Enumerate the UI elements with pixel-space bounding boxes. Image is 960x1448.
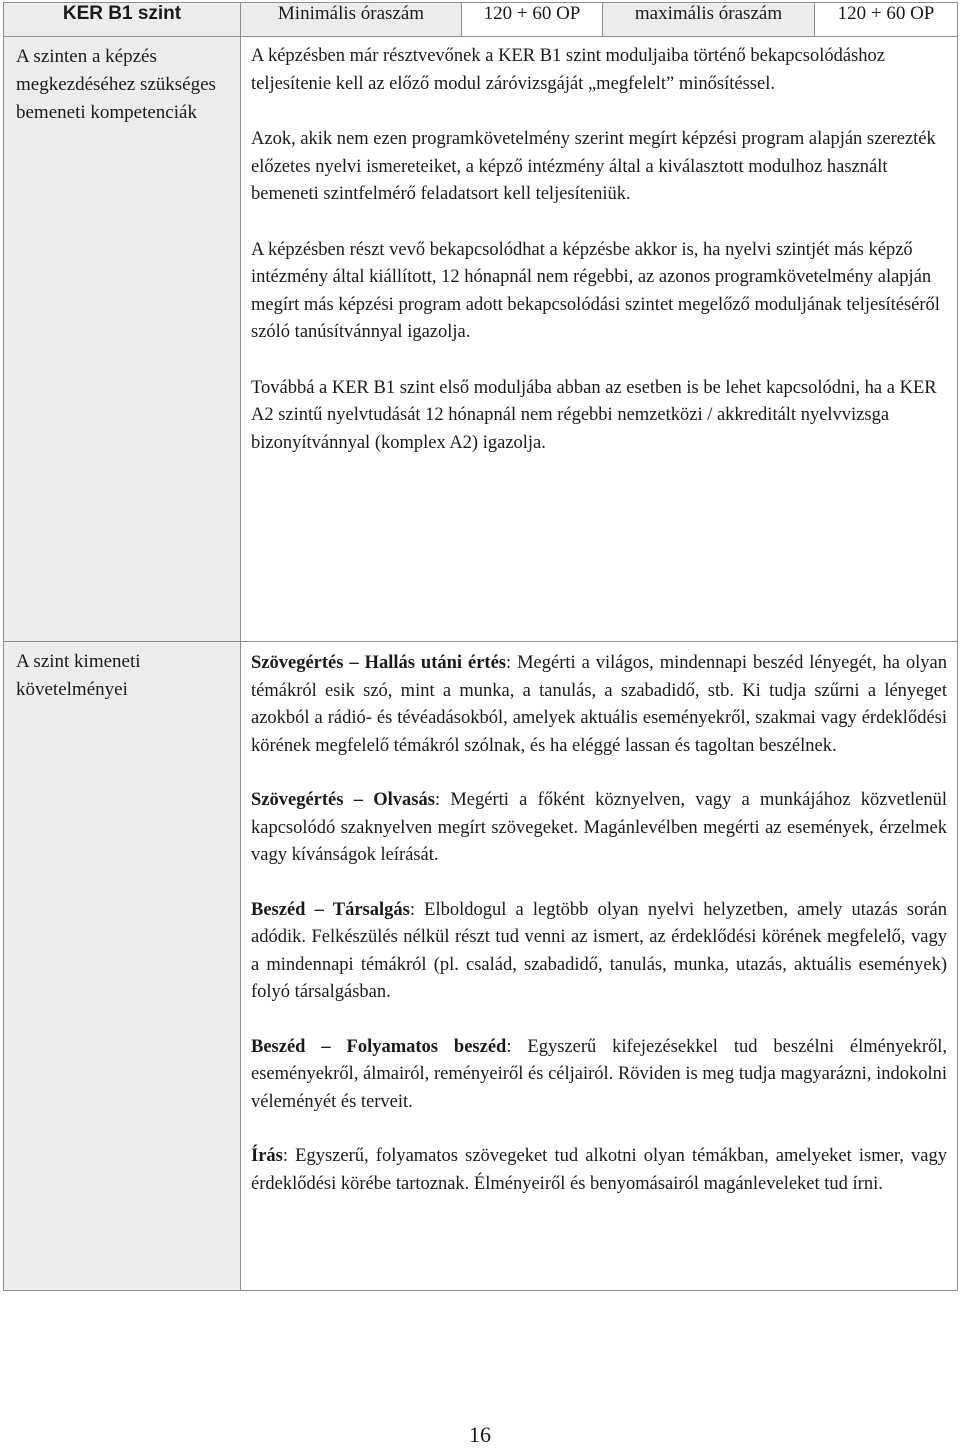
- entry-label-text: A szinten a képzés megkezdéséhez szükséges bemeneti kompetenciák: [16, 46, 216, 123]
- entry-paragraph: Azok, akik nem ezen programkövetelmény szerint megírt képzési program alapján szerezték előzetes nyelvi ismereteiket, a képző intézmény által a kiválasztott modulhoz használt bemeneti szintfelmérő feladatsort kell teljesíteniük.: [251, 129, 936, 204]
- page-number: 16: [469, 1422, 491, 1447]
- entry-competencies-content: [241, 37, 958, 642]
- skill-head: Írás: [251, 1146, 283, 1166]
- min-hours-value: 120 + 60 OP: [462, 3, 603, 37]
- entry-paragraph: A képzésben már résztvevőnek a KER B1 szint moduljaiba történő bekapcsolódáshoz teljesítenie kell az előző modul záróvizsgáját „megfelelt” minősítéssel.: [251, 46, 885, 94]
- skill-text: Egyszerű, folyamatos szövegeket tud alkotni olyan témákban, amelyeket ismer, vagy érdeklődési körébe tartoznak. Élményeiről és benyomásairól magánleveleket tud írni.: [251, 1146, 948, 1194]
- min-hours-label: Minimális óraszám: [241, 3, 462, 37]
- skill-reading: [251, 787, 947, 870]
- skill-listening: [251, 650, 947, 760]
- skill-dash: –: [343, 790, 374, 810]
- skill-text: Egyszerű kifejezésekkel tud beszélni élményekről, eseményekről, álmairól, reményeiről és céljairól. Röviden is meg tudja magyarázni, indokolni véleményét és terveit.: [251, 1036, 948, 1112]
- output-requirements-label: [4, 642, 241, 1291]
- skill-sep: :: [409, 899, 425, 920]
- skill-subhead: Olvasás: [373, 790, 435, 810]
- skill-head: Szövegértés: [251, 790, 344, 810]
- output-requirements-row: [4, 642, 958, 1291]
- skill-writing: [251, 1143, 947, 1198]
- skill-head: Szövegértés: [251, 653, 344, 673]
- skill-text: Megérti a főként köznyelven, vagy a munkájához közvetlenül kapcsolódó szaknyelven megírt szövegeket. Magánlevélben megérti az események, érzelmek vagy kívánságok leírását.: [251, 790, 948, 865]
- skill-conversation: [251, 897, 947, 1007]
- skill-subhead: Hallás utáni értés: [364, 653, 506, 673]
- skill-sep: :: [506, 1036, 528, 1057]
- requirements-table: [3, 2, 958, 1291]
- entry-paragraph: Továbbá a KER B1 szint első moduljába abban az esetben is be lehet kapcsolódni, ha a KER A2 szintű nyelvtudását 12 hónapnál nem régebbi nemzetközi / akkreditált nyelvvizsga bizonyítvánnyal (komplex A2) igazolja.: [251, 377, 937, 453]
- entry-paragraph: A képzésben részt vevő bekapcsolódhat a képzésbe akkor is, ha nyelvi szintjét más képző intézmény által kiállított, 12 hónapnál nem régebbi, az azonos programkövetelmény alapján megírt más képzési program adott bekapcsolódási szintet megelőző moduljának teljesítéséről szóló tanúsítvánnyal igazolja.: [251, 239, 940, 342]
- skill-dash: –: [305, 1036, 347, 1057]
- output-label-text: A szint kimeneti követelményei: [16, 651, 141, 700]
- entry-competencies-row: [4, 37, 958, 642]
- skill-speaking: [251, 1034, 947, 1117]
- skill-dash: –: [343, 653, 365, 673]
- skill-subhead: Folyamatos beszéd: [346, 1036, 507, 1057]
- skill-head: Beszéd: [251, 899, 306, 920]
- header-row: [4, 3, 958, 37]
- skill-sep: :: [282, 1146, 296, 1166]
- skill-text: Elboldogul a legtöbb olyan nyelvi helyzetben, amely utazás során adódik. Felkészülés nélkül részt tud venni az ismert, az érdeklődési körének megfelelő, vagy a mindennapi témákról (pl. család, szabadidő, tanulás, munka, utazás, aktuális események) folyó társalgásban.: [251, 899, 948, 1002]
- skill-head: Beszéd: [251, 1036, 306, 1057]
- skill-dash: –: [305, 899, 333, 920]
- entry-competencies-label: [4, 37, 241, 642]
- skill-text: Megérti a világos, mindennapi beszéd lényegét, ha olyan témákról esik szó, mint a munka, a tanulás, a szabadidő, stb. Ki tudja szűrni a lényeget azokból a rádió- és tévéadásokból, amelyek aktuális eseményekről, szakmai vagy érdeklődési körének megfelelő témákról szólnak, és ha eléggé lassan és tagoltan beszélnek.: [251, 653, 948, 756]
- max-hours-value: 120 + 60 OP: [815, 3, 958, 37]
- output-requirements-content: [241, 642, 958, 1291]
- document-page: [3, 2, 957, 1291]
- level-title: KER B1 szint: [4, 3, 241, 37]
- skill-sep: :: [505, 653, 518, 673]
- max-hours-label: maximális óraszám: [603, 3, 815, 37]
- skill-sep: :: [434, 790, 451, 810]
- skill-subhead: Társalgás: [332, 899, 410, 920]
